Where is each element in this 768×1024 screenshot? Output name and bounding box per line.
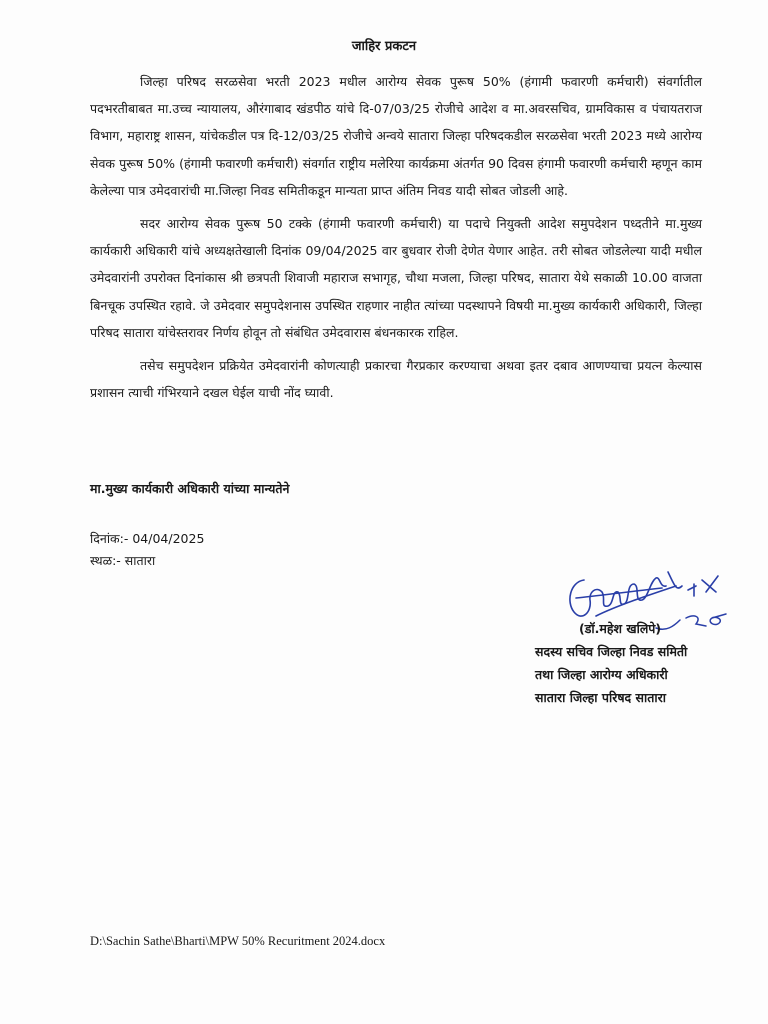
signer-designation-3: सातारा जिल्हा परिषद सातारा — [535, 690, 666, 705]
place-line: स्थळ:- सातारा — [90, 553, 156, 568]
date-place-block — [90, 528, 204, 572]
date-line: दिनांक:- 04/04/2025 — [90, 531, 205, 546]
signer-designation-2: तथा जिल्हा आरोग्य अधिकारी — [535, 667, 668, 682]
signer-name: (डॉ.महेश खलिपे) — [579, 621, 662, 636]
signer-block — [535, 617, 745, 709]
paragraph-1: जिल्हा परिषद सरळसेवा भरती 2023 मधील आरोग्य सेवक पुरूष 50% (हंगामी फवारणी कर्मचारी) संवर्गातील पदभरतीबाबत मा.उच्च न्यायालय, औरंगाबाद खंडपीठ यांचे दि-07/03/25 रोजीचे आदेश व मा.अवरसचिव, ग्रामविकास व पंचायतराज विभाग, महाराष्ट्र शासन, यांचेकडील पत्र दि-12/03/25 रोजीचे अन्वये सातारा जिल्हा परिषदकडील सरळसेवा भरती 2023 मध्ये आरोग्य सेवक पुरूष 50% (हंगामी फवारणी कर्मचारी) संवर्गात राष्ट्रीय मलेरिया कार्यक्रमा अंतर्गत 90 दिवस हंगामी फवारणी कर्मचारी म्हणून काम केलेल्या पात्र उमेदवारांची मा.जिल्हा निवड समितीकडून मान्यता प्राप्त अंतिम निवड यादी सोबत जोडली आहे. — [90, 74, 702, 198]
paragraph-3: तसेच समुपदेशन प्रक्रियेत उमेदवारांनी कोणत्याही प्रकारचा गैरप्रकार करण्याचा अथवा इतर दबाव आणण्याचा प्रयत्न केल्यास प्रशासन त्याची गंभिरयाने दखल घेईल याची नोंद घ्यावी. — [90, 358, 702, 401]
document-body — [90, 68, 702, 412]
document-title: जाहिर प्रकटन — [351, 39, 417, 54]
signer-designation-1: सदस्य सचिव जिल्हा निवड समिती — [535, 644, 688, 659]
paragraph-2: सदर आरोग्य सेवक पुरूष 50 टक्के (हंगामी फवारणी कर्मचारी) या पदाचे नियुक्ती आदेश समुपदेशन पध्दतीने मा.मुख्य कार्यकारी अधिकारी यांचे अध्यक्षतेखाली दिनांक 09/04/2025 वार बुधवार रोजी देणेत येणार आहेत. तरी सोबत जोडलेल्या यादी मधील उमेदवारांनी उपरोक्त दिनांकास श्री छत्रपती शिवाजी महाराज सभागृह, चौथा मजला, जिल्हा परिषद, सातारा येथे सकाळी 10.00 वाजता बिनचूक उपस्थित रहावे. जे उमेदवार समुपदेशनास उपस्थित राहणार नाहीत त्यांच्या पदस्थापने विषयी मा.मुख्य कार्यकारी अधिकारी, जिल्हा परिषद सातारा यांचेस्तरावर निर्णय होवून तो संबंधित उमेदवारास बंधनकारक राहिल. — [90, 216, 702, 340]
approval-line: मा.मुख्य कार्यकारी अधिकारी यांच्या मान्यतेने — [90, 481, 290, 496]
file-path-footer: D:\Sachin Sathe\Bharti\MPW 50% Recuritment 2024.docx — [90, 934, 386, 948]
